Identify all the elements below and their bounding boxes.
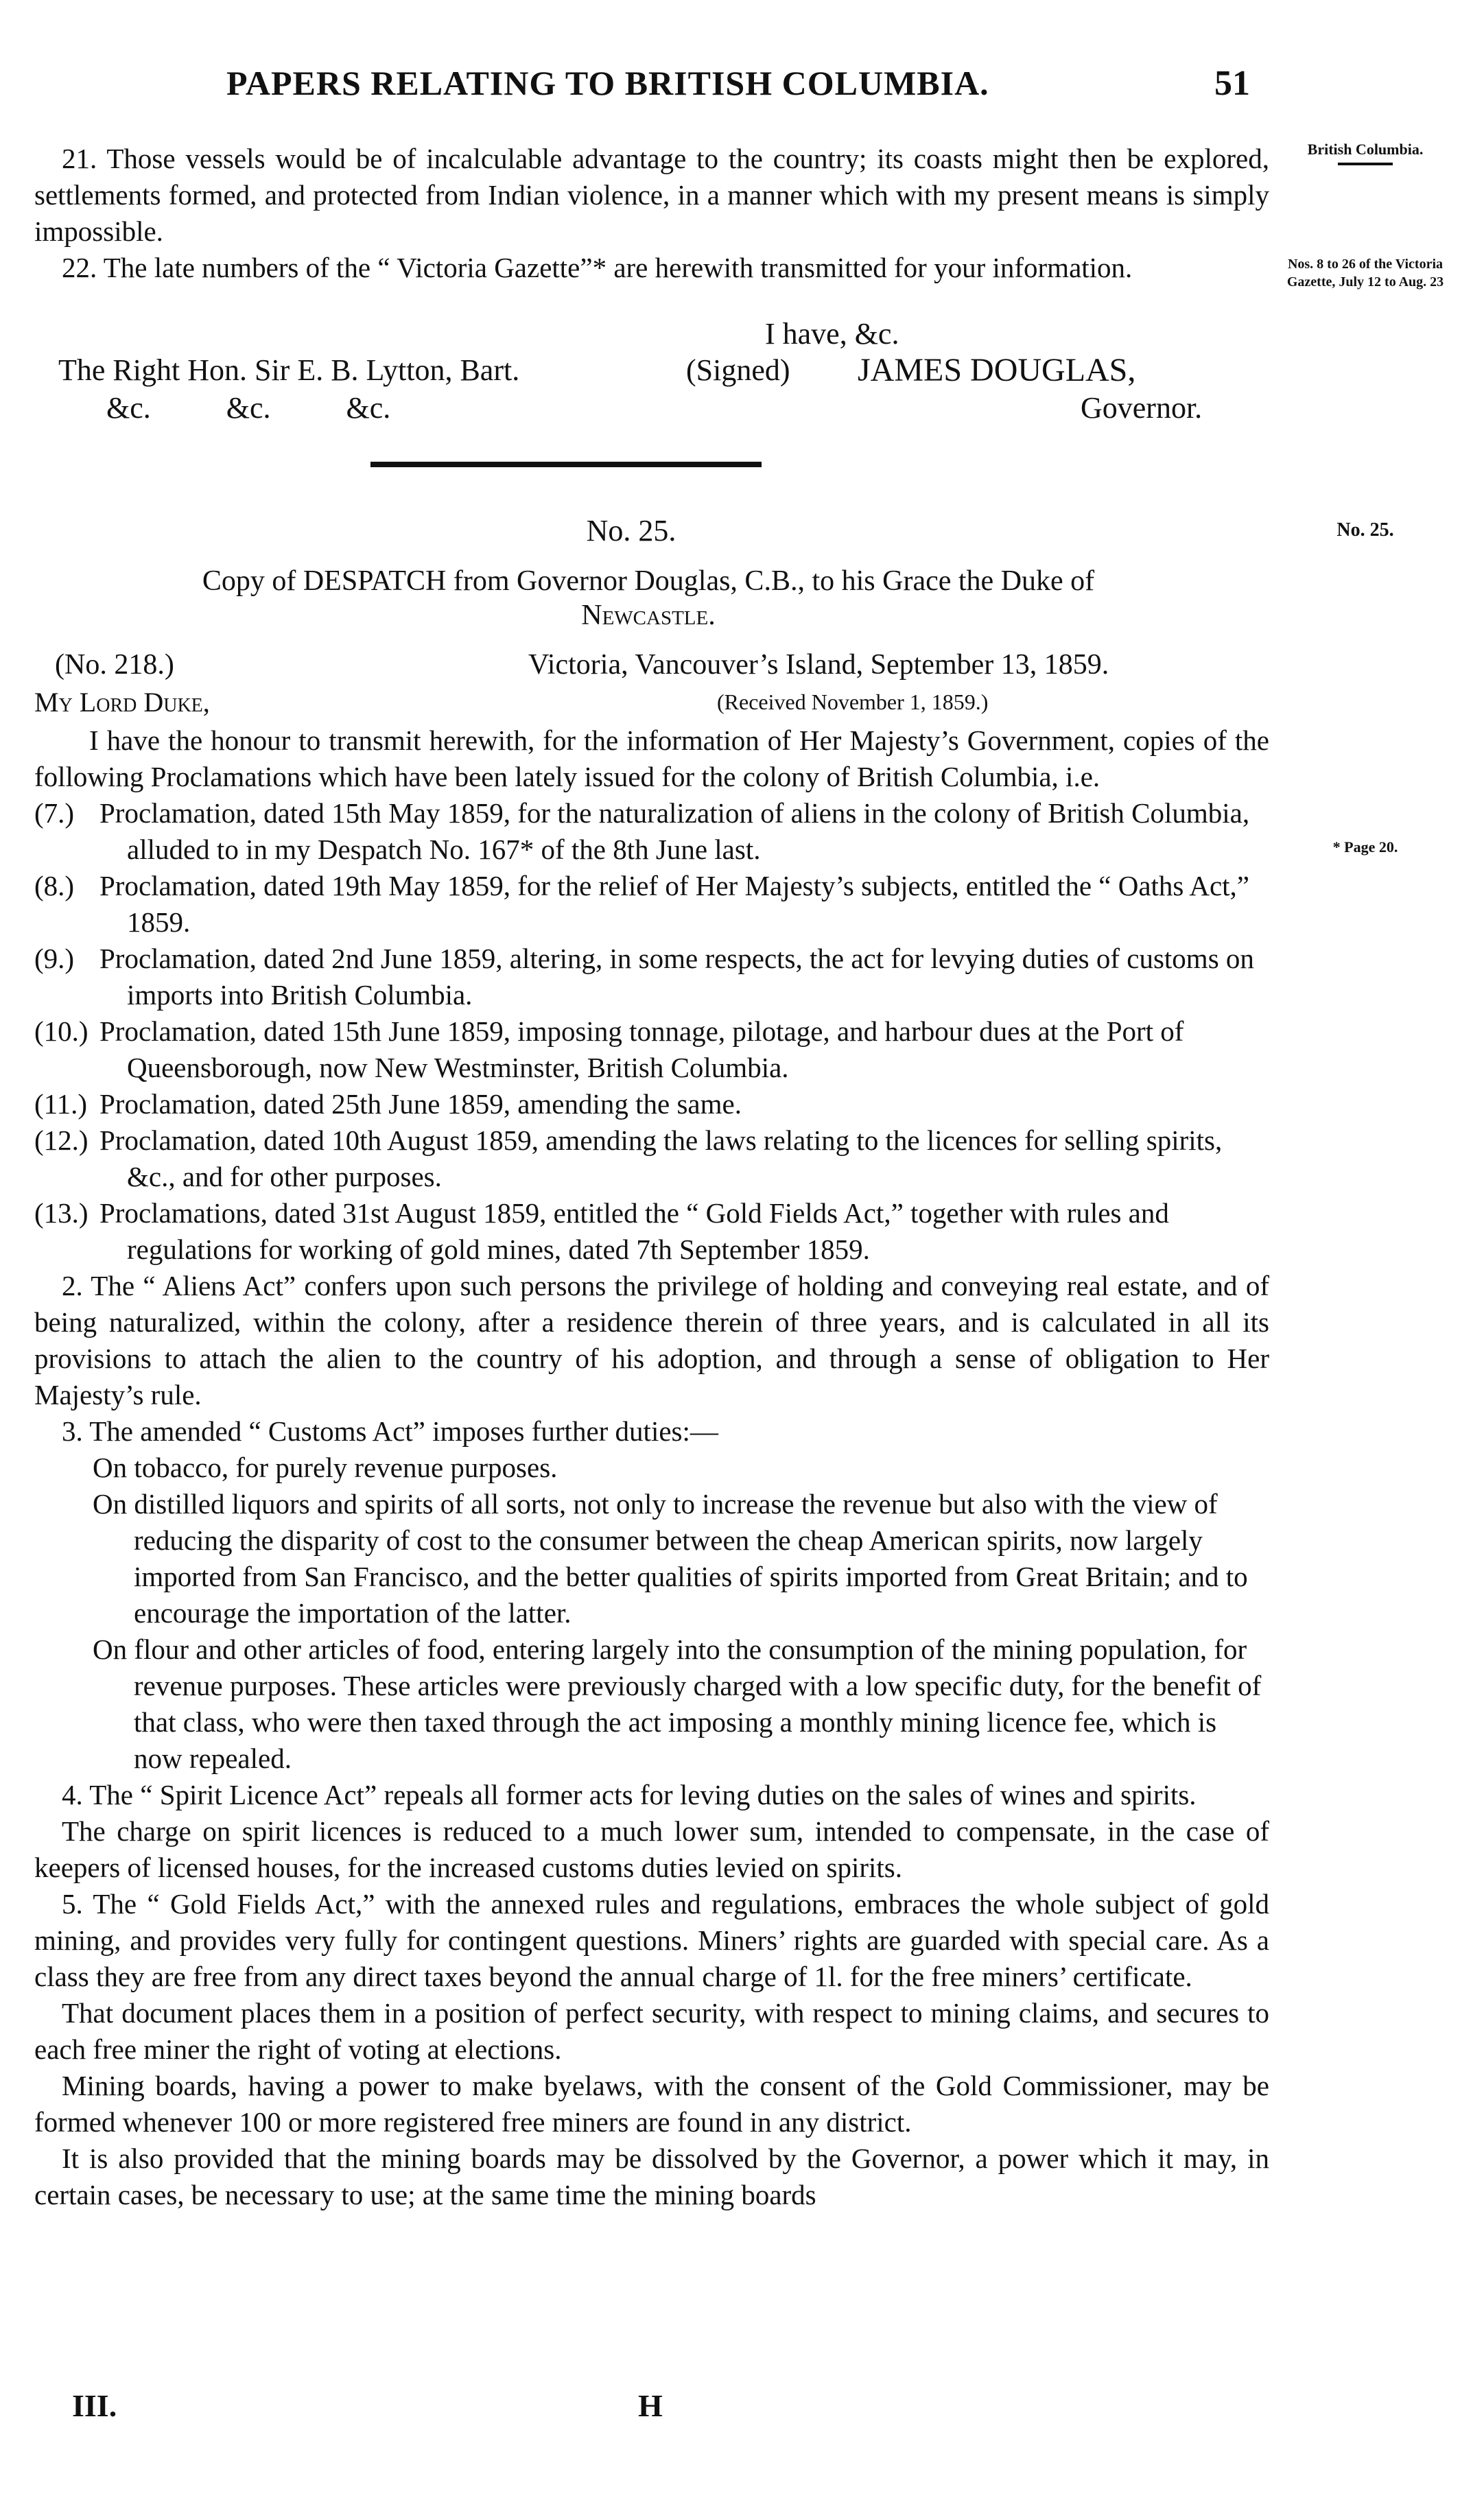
governor-title: Governor. [1081, 391, 1203, 425]
paragraph-3: 3. The amended “ Customs Act” imposes further duties:— [62, 1415, 718, 1447]
despatch-title-line1: Copy of DESPATCH from Governor Douglas, C.B., to his Grace the Duke of [202, 565, 1095, 597]
margin-note-no-25: No. 25. [1336, 519, 1394, 541]
paragraph-22: 22. The late numbers of the “ Victoria Gazette”* are herewith transmitted for your information. [62, 252, 1133, 283]
margin-note-british-columbia: British Columbia. [1262, 141, 1468, 165]
signed-label: (Signed) [686, 353, 790, 387]
volume-mark: III. [72, 2388, 117, 2423]
proclamation-item: (9.) Proclamation, dated 2nd June 1859, altering, in some respects, the act for levying duties of customs on imports into British Columbia. [34, 943, 1254, 1011]
paragraph-2: 2. The “ Aliens Act” confers upon such persons the privilege of holding and conveying real estate, and of being naturalized, within the colony, after a residence therein of three years, and is calculated in all its provisions to attach the alien to the country of his adoption, and through a sense of obligation to Her Majesty’s rule. [34, 1270, 1269, 1411]
etc-line: &c. &c. &c. [106, 391, 391, 425]
closing-i-have: I have, &c. [765, 317, 899, 351]
signature-mark: H [638, 2388, 663, 2423]
paragraph-4b: The charge on spirit licences is reduced to a much lower sum, intended to compensate, in the case of keepers of licensed houses, for the increased customs duties levied on spirits. [34, 1815, 1269, 1883]
despatch-body [34, 722, 1269, 2213]
section-divider [370, 462, 762, 467]
proclamation-item: (13.) Proclamations, dated 31st August 1859, entitled the “ Gold Fields Act,” together with rules and regulations for working of gold mines, dated 7th September 1859. [34, 1197, 1169, 1265]
duties-list [34, 1450, 1269, 1777]
despatch-title-line2: Newcastle. [581, 600, 716, 631]
despatch-title [34, 564, 1262, 633]
despatch-ref-number: (No. 218.) [55, 649, 174, 681]
duty-item: On tobacco, for purely revenue purposes. [93, 1452, 558, 1483]
running-title: PAPERS RELATING TO BRITISH COLUMBIA. [226, 64, 989, 102]
paragraph-5b: That document places them in a position of perfect security, with respect to mining claims, and secures to each free miner the right of voting at elections. [34, 1997, 1269, 2065]
paragraph-5d: It is also provided that the mining boards may be dissolved by the Governor, a power which it may, in certain cases, be necessary to use; at the same time the mining boards [34, 2143, 1269, 2210]
proclamation-item: (7.) Proclamation, dated 15th May 1859, for the naturalization of aliens in the colony of British Columbia, alluded to in my Despatch No. 167* of the 8th June last. [34, 797, 1250, 865]
intro-paragraph: I have the honour to transmit herewith, for the information of Her Majesty’s Government, copies of the following Proclamations which have been lately issued for the colony of British Columbia, i.e. [34, 724, 1269, 792]
signatory-name: JAMES DOUGLAS, [858, 352, 1136, 388]
received-date: (Received November 1, 1859.) [717, 689, 989, 714]
paragraph-4: 4. The “ Spirit Licence Act” repeals all former acts for leving duties on the sales of wines and spirits. [62, 1779, 1197, 1810]
paragraph-5c: Mining boards, having a power to make byelaws, with the consent of the Gold Commissioner, may be formed whenever 100 or more registered free miners are found in any district. [34, 2070, 1269, 2138]
addressee: The Right Hon. Sir E. B. Lytton, Bart. [58, 353, 520, 387]
proclamation-item: (11.) Proclamation, dated 25th June 1859, amending the same. [34, 1088, 742, 1120]
previous-despatch-end [34, 141, 1269, 286]
duty-item: On distilled liquors and spirits of all sorts, not only to increase the revenue but also with the view of reducing the disparity of cost to the consumer between the cheap American spirits, now largely imported from San Francisco, and the better qualities of spirits imported from Great Britain; and to encourage the importation of the latter. [93, 1488, 1248, 1629]
salutation: My Lord Duke, [34, 687, 210, 718]
proclamation-item: (10.) Proclamation, dated 15th June 1859, imposing tonnage, pilotage, and harbour dues at the Port of Queensborough, now New Westminster, British Columbia. [34, 1015, 1184, 1083]
despatch-place-date: Victoria, Vancouver’s Island, September 13, 1859. [528, 649, 1109, 681]
proclamation-item: (8.) Proclamation, dated 19th May 1859, for the relief of Her Majesty’s subjects, entitled the “ Oaths Act,” 1859. [34, 870, 1249, 938]
duty-item: On flour and other articles of food, entering largely into the consumption of the mining population, for revenue purposes. These articles were previously charged with a low specific duty, for the benefit of that class, who were then taxed through the act imposing a monthly mining licence fee, which is now repealed. [93, 1633, 1262, 1774]
paragraph-5: 5. The “ Gold Fields Act,” with the annexed rules and regulations, embraces the whole subject of gold mining, and provides very fully for contingent questions. Miners’ rights are guarded with special care. As a class they are free from any direct taxes beyond the annual charge of 1l. for the free miners’ certificate. [34, 1888, 1269, 1992]
margin-note-page-20: * Page 20. [1332, 838, 1398, 856]
margin-note-gazette: Nos. 8 to 26 of the Victoria Gazette, July 12 to Aug. 23 [1286, 257, 1444, 290]
page-number: 51 [1214, 64, 1250, 103]
margin-rule [1338, 163, 1393, 165]
proclamation-item: (12.) Proclamation, dated 10th August 1859, amending the laws relating to the licences for selling spirits, &c., and for other purposes. [34, 1124, 1223, 1192]
despatch-number: No. 25. [586, 514, 676, 547]
paragraph-21: 21. Those vessels would be of incalculable advantage to the country; its coasts might then be explored, settlements formed, and protected from Indian violence, in a manner which with my present means is simply impossible. [34, 143, 1269, 247]
proclamation-list [34, 795, 1269, 1268]
